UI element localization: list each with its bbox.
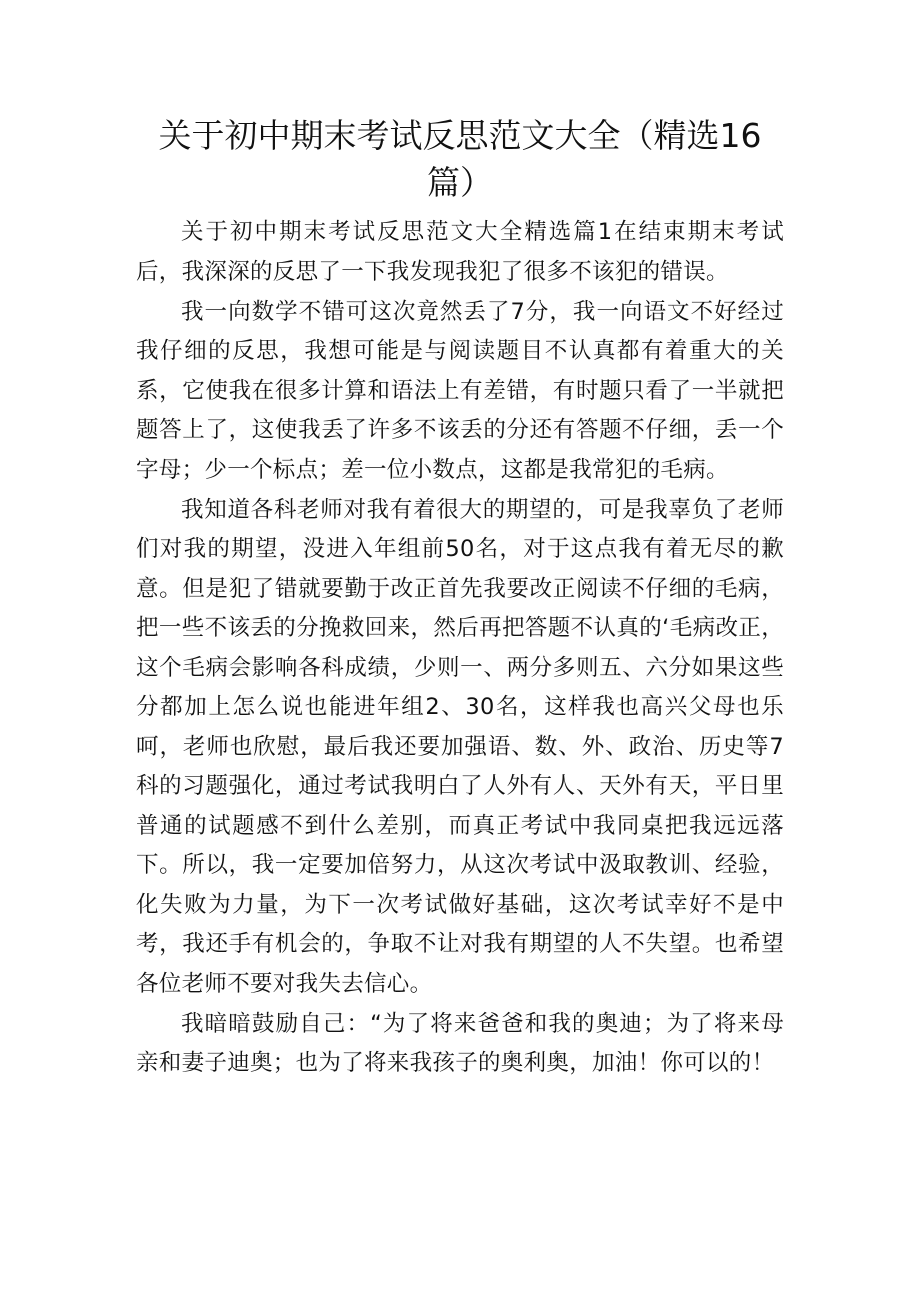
- paragraph-3: 我知道各科老师对我有着很大的期望的，可是我辜负了老师们对我的期望，没进入年组前50名，对于这点我有着无尽的歉意。但是犯了错就要勤于改正首先我要改正阅读不仔细的毛病，把一些不该丢的分挽救回来，然后再把答题不认真的‘毛病改正，这个毛病会影响各科成绩，少则一、两分多则五、六分如果这些分都加上怎么说也能进年组2、30名，这样我也高兴父母也乐呵，老师也欣慰，最后我还要加强语、数、外、政治、历史等7科的习题强化，通过考试我明白了人外有人、天外有天，平日里普通的试题感不到什么差别，而真正考试中我同桌把我远远落下。所以，我一定要加倍努力，从这次考试中汲取教训、经验，化失败为力量，为下一次考试做好基础，这次考试幸好不是中考，我还手有机会的，争取不让对我有期望的人不失望。也希望各位老师不要对我失去信心。: [136, 496, 784, 997]
- paragraph-4: 我暗暗鼓励自己：“为了将来爸爸和我的奥迪；为了将来母亲和妻子迪奥；也为了将来我孩子的奥利奥，加油！你可以的！: [136, 1010, 784, 1076]
- page-title: 关于初中期末考试反思范文大全（精选16篇）: [158, 116, 762, 202]
- document-body: [136, 213, 784, 1084]
- paragraph-2: 我一向数学不错可这次竟然丢了7分，我一向语文不好经过我仔细的反思，我想可能是与阅读题目不认真都有着重大的关系，它使我在很多计算和语法上有差错，有时题只看了一半就把题答上了，这使我丢了许多不该丢的分还有答题不仔细，丢一个字母；少一个标点；差一位小数点，这都是我常犯的毛病。: [136, 298, 784, 483]
- paragraph-1: 关于初中期末考试反思范文大全精选篇1在结束期末考试后，我深深的反思了一下我发现我犯了很多不该犯的错误。: [136, 219, 784, 285]
